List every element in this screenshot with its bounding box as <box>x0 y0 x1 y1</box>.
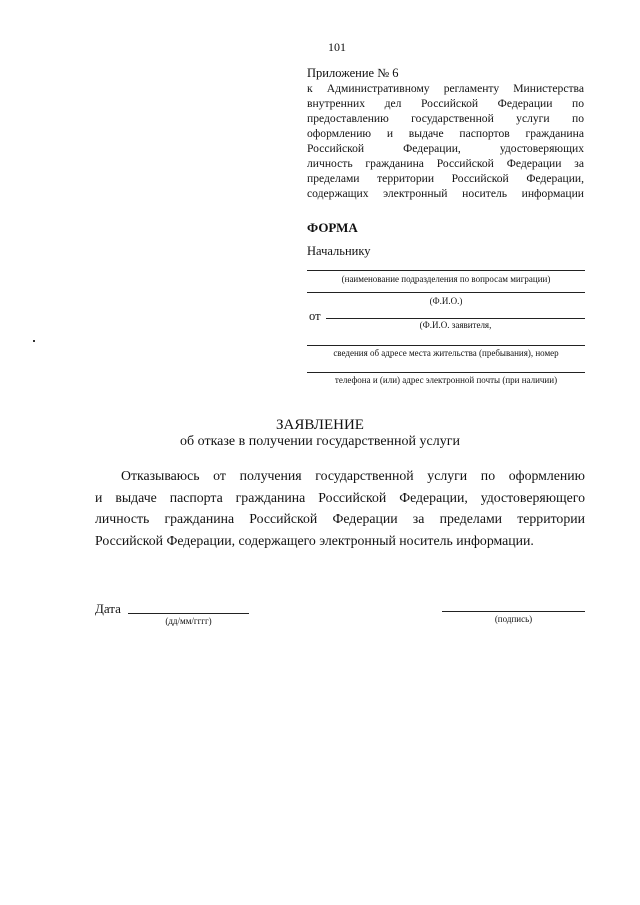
unit-name-caption: (наименование подразделения по вопросам миграции) <box>341 274 551 284</box>
appendix-text <box>307 81 584 201</box>
date-line <box>128 613 249 614</box>
applicant-line <box>326 318 585 319</box>
statement-line: личность гражданина Российской Федерации за пределами территории <box>95 511 585 526</box>
from-label: от <box>309 309 321 323</box>
statement-line: и выдаче паспорта гражданина Российской Федерации, удостоверяющего <box>95 489 585 505</box>
appendix-line: предоставлению государственной услуги по <box>307 112 584 125</box>
applicant-caption: (Ф.И.О. заявителя, <box>419 320 492 330</box>
fio-line <box>307 292 585 293</box>
date-caption: (дд/мм/гггг) <box>165 616 212 626</box>
contact-caption: телефона и (или) адрес электронной почты (при наличии) <box>334 375 558 385</box>
address-line <box>307 345 585 346</box>
unit-name-line <box>307 270 585 271</box>
statement-line: Отказываюсь от получения государственной услуги по оформлению <box>121 468 585 483</box>
page-number: 101 <box>328 40 346 54</box>
scan-speck <box>33 340 35 342</box>
appendix-line: оформлению и выдаче паспортов гражданина <box>307 127 584 140</box>
statement-title: ЗАЯВЛЕНИЕ <box>276 417 364 433</box>
address-caption: сведения об адресе места жительства (пребывания), номер <box>333 348 559 358</box>
fio-caption: (Ф.И.О.) <box>429 296 463 306</box>
statement-body <box>95 465 585 551</box>
statement-subtitle: об отказе в получении государственной услуги <box>180 434 460 449</box>
contact-line <box>307 372 585 373</box>
appendix-line: личность гражданина Российской Федерации за <box>307 157 584 170</box>
appendix-line: содержащих электронный носитель информации <box>307 187 584 200</box>
signature-line <box>442 611 585 612</box>
appendix-title: Приложение № 6 <box>307 66 399 80</box>
signature-caption: (подпись) <box>494 614 533 624</box>
date-label: Дата <box>95 601 121 616</box>
form-label: ФОРМА <box>307 220 358 235</box>
appendix-line: пределами территории Российской Федерации, <box>307 172 584 185</box>
addressee-label: Начальнику <box>307 244 371 258</box>
appendix-line: Российской Федерации, удостоверяющих <box>307 142 584 155</box>
appendix-line: внутренних дел Российской Федерации по <box>307 97 584 110</box>
appendix-line: к Административному регламенту Министерства <box>307 82 584 95</box>
statement-line: Российской Федерации, содержащего электронный носитель информации. <box>95 532 534 548</box>
